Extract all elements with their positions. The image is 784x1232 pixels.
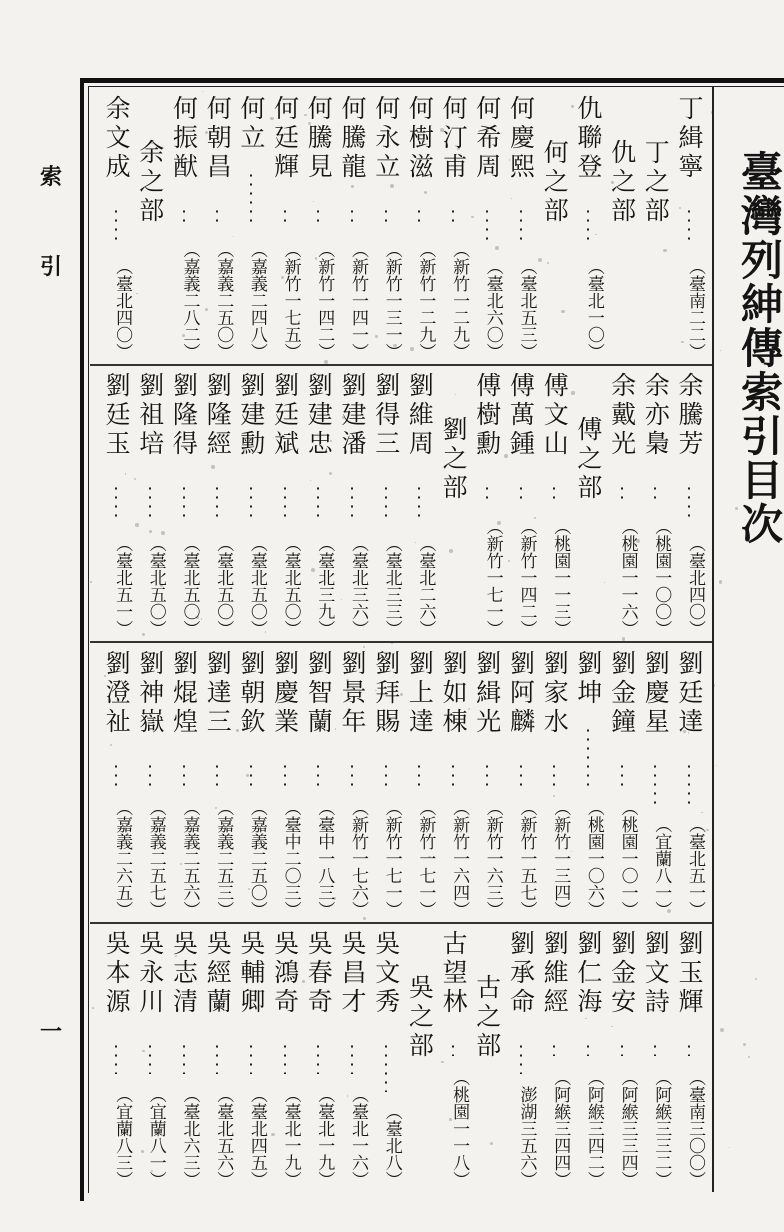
paper-speckle [363,917,366,920]
index-entry [99,650,133,918]
leader-dots [183,207,185,228]
entry-reference: （新竹一七一） [415,799,436,918]
entry-reference: （宜蘭八一） [651,816,672,918]
entry-reference: （新竹一七六） [348,799,368,918]
leader-dots [587,1042,589,1056]
entry-reference: （臺南二二） [685,258,705,360]
paper-speckle [246,774,248,776]
entry-name: 劉上達 [405,650,435,737]
leader-dots [284,207,286,228]
leader-dots [385,484,387,523]
leader-dots [418,762,420,786]
entry-name: 劉緝光 [472,650,502,737]
leader-dots [486,484,488,505]
leader-dots [216,484,218,523]
paper-speckle [547,262,549,264]
entry-name: 仇聯登 [573,95,603,182]
leader-dots [654,762,656,804]
paper-speckle [428,856,430,858]
entry-name: 吳永川 [135,930,165,1017]
entry-reference: （阿緱三四二） [583,1069,604,1188]
entry-name: 吳輔卿 [236,930,266,1017]
paper-speckle [151,1170,153,1172]
entry-name: 劉文詩 [641,930,671,1017]
entry-name: 劉澄祉 [102,650,132,737]
entry-reference: （阿緱三三四） [617,1069,638,1188]
entry-reference: （新竹一七一） [482,518,503,637]
leader-dots [317,207,319,228]
entry-name: 何騰龍 [338,95,367,182]
entry-name: 吳志清 [169,930,199,1017]
section-header-text: 傅之部 [573,416,603,503]
entry-name: 何汀甫 [439,95,469,182]
entry-reference: （阿緱三三二） [651,1069,672,1188]
paper-speckle [440,128,444,132]
entry-name: 劉朝欽 [236,650,266,737]
paper-speckle [390,184,394,188]
leader-dots [385,207,387,228]
paper-speckle [490,1142,493,1145]
paper-speckle [683,730,685,732]
index-entry [99,372,133,637]
entry-name: 傅萬鍾 [506,372,536,459]
paper-speckle [375,335,377,337]
entry-name: 劉維周 [405,372,435,459]
entry-reference: （新竹一二九） [415,241,436,360]
paper-speckle [391,642,393,644]
entry-reference: （桃園一〇〇） [651,518,672,637]
entry-name: 余戴光 [607,372,637,459]
band-divider [90,922,712,924]
entry-reference: （桃園一〇六） [583,799,604,918]
entry-name: 何希周 [472,95,502,182]
leader-dots [115,762,117,786]
section-header [638,139,672,404]
leader-dots [553,1042,555,1056]
entry-reference: （嘉義二五〇） [213,241,234,360]
entry-name: 劉仁海 [573,930,603,1017]
entry-reference: （新竹一三一） [381,241,402,360]
entry-name: 劉家水 [540,650,570,737]
paper-speckle [497,521,501,525]
entry-reference: （臺北一九） [314,1086,335,1188]
entry-name: 劉承命 [506,930,536,1017]
index-entry [99,95,133,360]
entry-name: 何振猷 [169,95,199,182]
entry-name: 劉景年 [338,650,367,737]
entry-reference: （臺北四五） [246,1086,267,1188]
leader-dots [250,171,252,228]
leader-dots [284,762,286,786]
leader-dots [688,762,690,804]
entry-name: 古望林 [439,930,469,1017]
entry-reference: （臺北一〇） [583,258,604,360]
paper-speckle [346,679,348,681]
entry-reference: （臺北三六） [348,535,368,637]
entry-reference: （臺北一六） [348,1086,368,1188]
leader-dots [385,1042,387,1092]
entry-name: 吳文秀 [371,930,401,1017]
entry-name: 劉廷達 [675,650,704,737]
entry-name: 吳本源 [102,930,132,1017]
entry-name: 劉焜煌 [169,650,199,737]
paper-speckle [310,480,311,481]
entry-name: 劉得三 [371,372,401,459]
paper-speckle [748,1056,750,1058]
leader-dots [250,1042,252,1074]
paper-speckle [211,465,214,468]
entry-name: 何永立 [371,95,401,182]
paper-speckle [281,276,284,279]
entry-name: 吳昌才 [338,930,367,1017]
entry-reference: （新竹一四一） [348,241,368,360]
entry-name: 劉金鐘 [607,650,637,737]
paper-speckle [571,391,574,394]
paper-speckle [663,249,666,252]
entry-reference: （新竹一二九） [449,241,470,360]
entry-name: 傅文山 [540,372,570,459]
document-title: 臺灣列紳傳索引目次 [735,150,784,546]
entry-name: 劉祖培 [135,372,165,459]
entry-reference: （臺北五〇） [246,535,267,637]
leader-dots [351,762,353,786]
entry-name: 劉如棟 [439,650,469,737]
paper-speckle [525,382,528,385]
entry-reference: （臺北六三） [179,1086,200,1188]
paper-speckle [449,1118,452,1121]
paper-speckle [308,122,311,125]
paper-speckle [363,646,365,648]
leader-dots [385,762,387,786]
paper-speckle [255,659,257,661]
paper-speckle [593,423,595,425]
entry-name: 吳春奇 [304,930,334,1017]
entry-name: 劉金安 [607,930,637,1017]
leader-dots [250,762,252,786]
entry-reference: （嘉義二五六） [179,799,200,918]
paper-speckle [270,117,274,121]
entry-reference: （臺北五〇） [280,535,301,637]
section-header-text: 何之部 [540,139,570,226]
entry-reference: （臺北三九） [314,535,335,637]
paper-speckle [441,1061,443,1063]
entry-reference: （臺北四〇） [112,258,133,360]
paper-speckle [141,1150,143,1152]
entry-reference: （新竹一七五） [280,241,301,360]
leader-dots [351,1042,353,1074]
index-entry [167,95,201,360]
entry-reference: （臺北五〇） [179,535,200,637]
entry-reference: （新竹一七一） [381,799,402,918]
entry-name: 吳鴻奇 [270,930,300,1017]
paper-speckle [201,618,202,619]
entry-name: 劉建忠 [304,372,334,459]
paper-speckle [561,310,564,313]
entry-reference: （臺北五〇） [145,535,166,637]
leader-dots [284,1042,286,1074]
paper-speckle [504,454,508,458]
entry-reference: （宜蘭八一） [145,1086,166,1188]
side-label-1: 索 [40,164,63,190]
entry-name: 劉拜賜 [371,650,401,737]
entry-name: 何廷輝 [270,95,300,182]
paper-speckle [355,990,356,991]
entry-name: 何樹滋 [405,95,435,182]
leader-dots [654,1042,656,1056]
leader-dots [284,484,286,523]
entry-reference: （新竹一四二） [314,241,335,360]
paper-speckle [205,308,208,311]
leader-dots [115,484,117,523]
leader-dots [553,484,555,505]
entry-name: 余亦梟 [641,372,671,459]
leader-dots [621,762,623,786]
leader-dots [486,207,488,246]
paper-speckle [410,347,414,351]
entry-reference: （桃園一一八） [449,1069,470,1188]
entry-reference: （臺北五三） [516,258,537,360]
entry-name: 劉慶業 [270,650,300,737]
leader-dots [250,484,252,523]
leader-dots [688,207,690,246]
paper-speckle [90,581,92,583]
paper-speckle [711,111,714,114]
paper-speckle [720,1028,724,1032]
entry-name: 何慶熙 [506,95,536,182]
paper-speckle [522,994,526,998]
leader-dots [317,1042,319,1074]
entry-reference: （桃園一〇一） [617,799,638,918]
entry-reference: 澎湖三五六） [516,1086,537,1188]
leader-dots [621,1042,623,1056]
paper-speckle [92,1007,94,1009]
paper-speckle [719,580,722,583]
entry-reference: （新竹一六四） [449,799,470,918]
entry-name: 何立 [236,95,266,153]
paper-speckle [298,561,299,562]
section-header-text: 丁之部 [641,139,671,226]
paper-speckle [104,675,105,676]
paper-speckle [196,616,198,618]
entry-name: 劉隆經 [203,372,233,459]
entry-name: 劉廷玉 [102,372,132,459]
leader-dots [216,762,218,786]
paper-speckle [342,416,345,419]
section-header-text: 劉之部 [439,416,469,503]
entry-reference: （臺北六〇） [482,258,503,360]
section-header-text: 吳之部 [405,974,435,1061]
leader-dots [351,484,353,523]
paper-speckle [525,694,528,697]
paper-speckle [161,531,165,535]
entry-name: 何騰見 [304,95,334,182]
leader-dots [621,484,623,505]
entry-reference: （嘉義二五三） [213,799,234,918]
entry-reference: （臺北五六） [213,1086,234,1188]
leader-dots [688,1042,690,1056]
paper-speckle [149,530,152,533]
title-divider [712,86,714,1192]
entry-name: 劉神嶽 [135,650,165,737]
leader-dots [115,1042,117,1074]
leader-dots [351,207,353,228]
leader-dots [486,762,488,786]
entry-reference: （臺北五〇） [213,535,234,637]
index-entry [605,372,639,637]
leader-dots [418,207,420,228]
section-header-text: 仇之部 [607,139,637,226]
index-entry [672,95,706,360]
entry-reference: （臺中一八三） [314,799,335,918]
leader-dots [520,207,522,246]
entry-name: 劉坤 [573,650,603,708]
leader-dots [216,1042,218,1074]
entry-name: 傅樹勳 [472,372,502,459]
entry-name: 劉建潘 [338,372,367,459]
leader-dots [520,1042,522,1074]
paper-speckle [495,246,499,250]
leader-dots [115,207,117,246]
paper-speckle [333,897,336,900]
leader-dots [452,762,454,786]
leader-dots [452,207,454,228]
paper-speckle [449,665,452,668]
entry-reference: （臺北四〇） [685,535,705,637]
leader-dots [654,484,656,505]
entry-reference: （嘉義二四八） [246,241,267,360]
entry-name: 吳經蘭 [203,930,233,1017]
paper-speckle [265,631,266,632]
entry-reference: （新竹一三四） [550,799,571,918]
entry-reference: （桃園一一六） [617,518,638,637]
paper-speckle [335,728,336,729]
paper-speckle [283,942,285,944]
entry-name: 劉智蘭 [304,650,334,737]
paper-speckle [755,978,757,980]
entry-reference: （阿緱三四四） [550,1069,571,1188]
entry-reference: （臺北五一） [685,816,705,918]
entry-reference: （嘉義二五〇） [246,799,267,918]
paper-speckle [571,105,574,108]
paper-speckle [324,360,328,364]
leader-dots [317,762,319,786]
leader-dots [183,484,185,523]
entry-name: 丁緝寧 [675,95,704,182]
entry-reference: （臺北八） [381,1103,402,1188]
entry-name: 劉維經 [540,930,570,1017]
entry-name: 劉慶星 [641,650,671,737]
paper-speckle [125,395,127,397]
entry-name: 劉建勳 [236,372,266,459]
paper-speckle [151,142,153,144]
paper-speckle [585,1018,586,1019]
entry-name: 余文成 [102,95,132,182]
leader-dots [520,484,522,505]
entry-reference: （新竹一四二） [516,518,537,637]
entry-reference: （臺北一九） [280,1086,301,1188]
paper-speckle [667,909,671,913]
entry-name: 劉隆得 [169,372,199,459]
paper-speckle [173,445,175,447]
paper-speckle [622,637,625,640]
entry-reference: （桃園一一三） [550,518,571,637]
entry-reference: （新竹一六三） [482,799,503,918]
leader-dots [149,484,151,523]
paper-speckle [302,980,304,982]
paper-speckle [330,440,332,442]
paper-speckle [701,812,702,813]
leader-dots [183,762,185,786]
leader-dots [452,1042,454,1056]
entry-reference: （臺南三〇〇） [685,1069,705,1188]
entry-name: 劉阿麟 [506,650,536,737]
index-entry [470,372,504,637]
entry-reference: （新竹一五七） [516,799,537,918]
entry-name: 劉達三 [203,650,233,737]
entry-name: 劉廷斌 [270,372,300,459]
paper-speckle [135,523,138,526]
entry-reference: （臺北三三） [381,535,402,637]
entry-reference: （嘉義二五七） [145,799,166,918]
leader-dots [688,484,690,523]
paper-speckle [421,282,424,285]
side-label-2: 引 [40,254,63,280]
leader-dots [587,726,589,786]
leader-dots [317,484,319,523]
entry-name: 劉玉輝 [675,930,704,1017]
leader-dots [149,762,151,786]
leader-dots [520,762,522,786]
paper-speckle [304,114,307,117]
band-divider [90,641,712,643]
index-entry [436,930,470,1188]
paper-speckle [134,478,136,480]
paper-speckle [109,156,111,158]
entry-reference: （宜蘭八三） [112,1086,133,1188]
section-header-text: 古之部 [472,974,502,1061]
leader-dots [587,207,589,246]
leader-dots [216,207,218,228]
index-entry [571,95,605,360]
paper-speckle [351,185,354,188]
paper-speckle [271,1133,274,1136]
leader-dots [149,1042,151,1074]
paper-speckle [538,258,542,262]
entry-reference: （臺北二六） [415,535,436,637]
paper-speckle [636,539,640,543]
entry-name: 何朝昌 [203,95,233,182]
page-number: 一 [40,1019,63,1045]
index-entry [504,930,538,1188]
entry-reference: （臺北五一） [112,535,133,637]
entry-reference: （嘉義二八二） [179,241,200,360]
leader-dots [553,762,555,786]
entry-reference: （臺中二〇三） [280,799,301,918]
leader-dots [418,484,420,523]
entry-reference: （嘉義二六五） [112,799,133,918]
paper-speckle [688,732,689,733]
index-entry [99,930,133,1188]
leader-dots [183,1042,185,1074]
entry-name: 余騰芳 [675,372,704,459]
paper-speckle [311,568,315,572]
section-header-text: 余之部 [135,139,165,226]
